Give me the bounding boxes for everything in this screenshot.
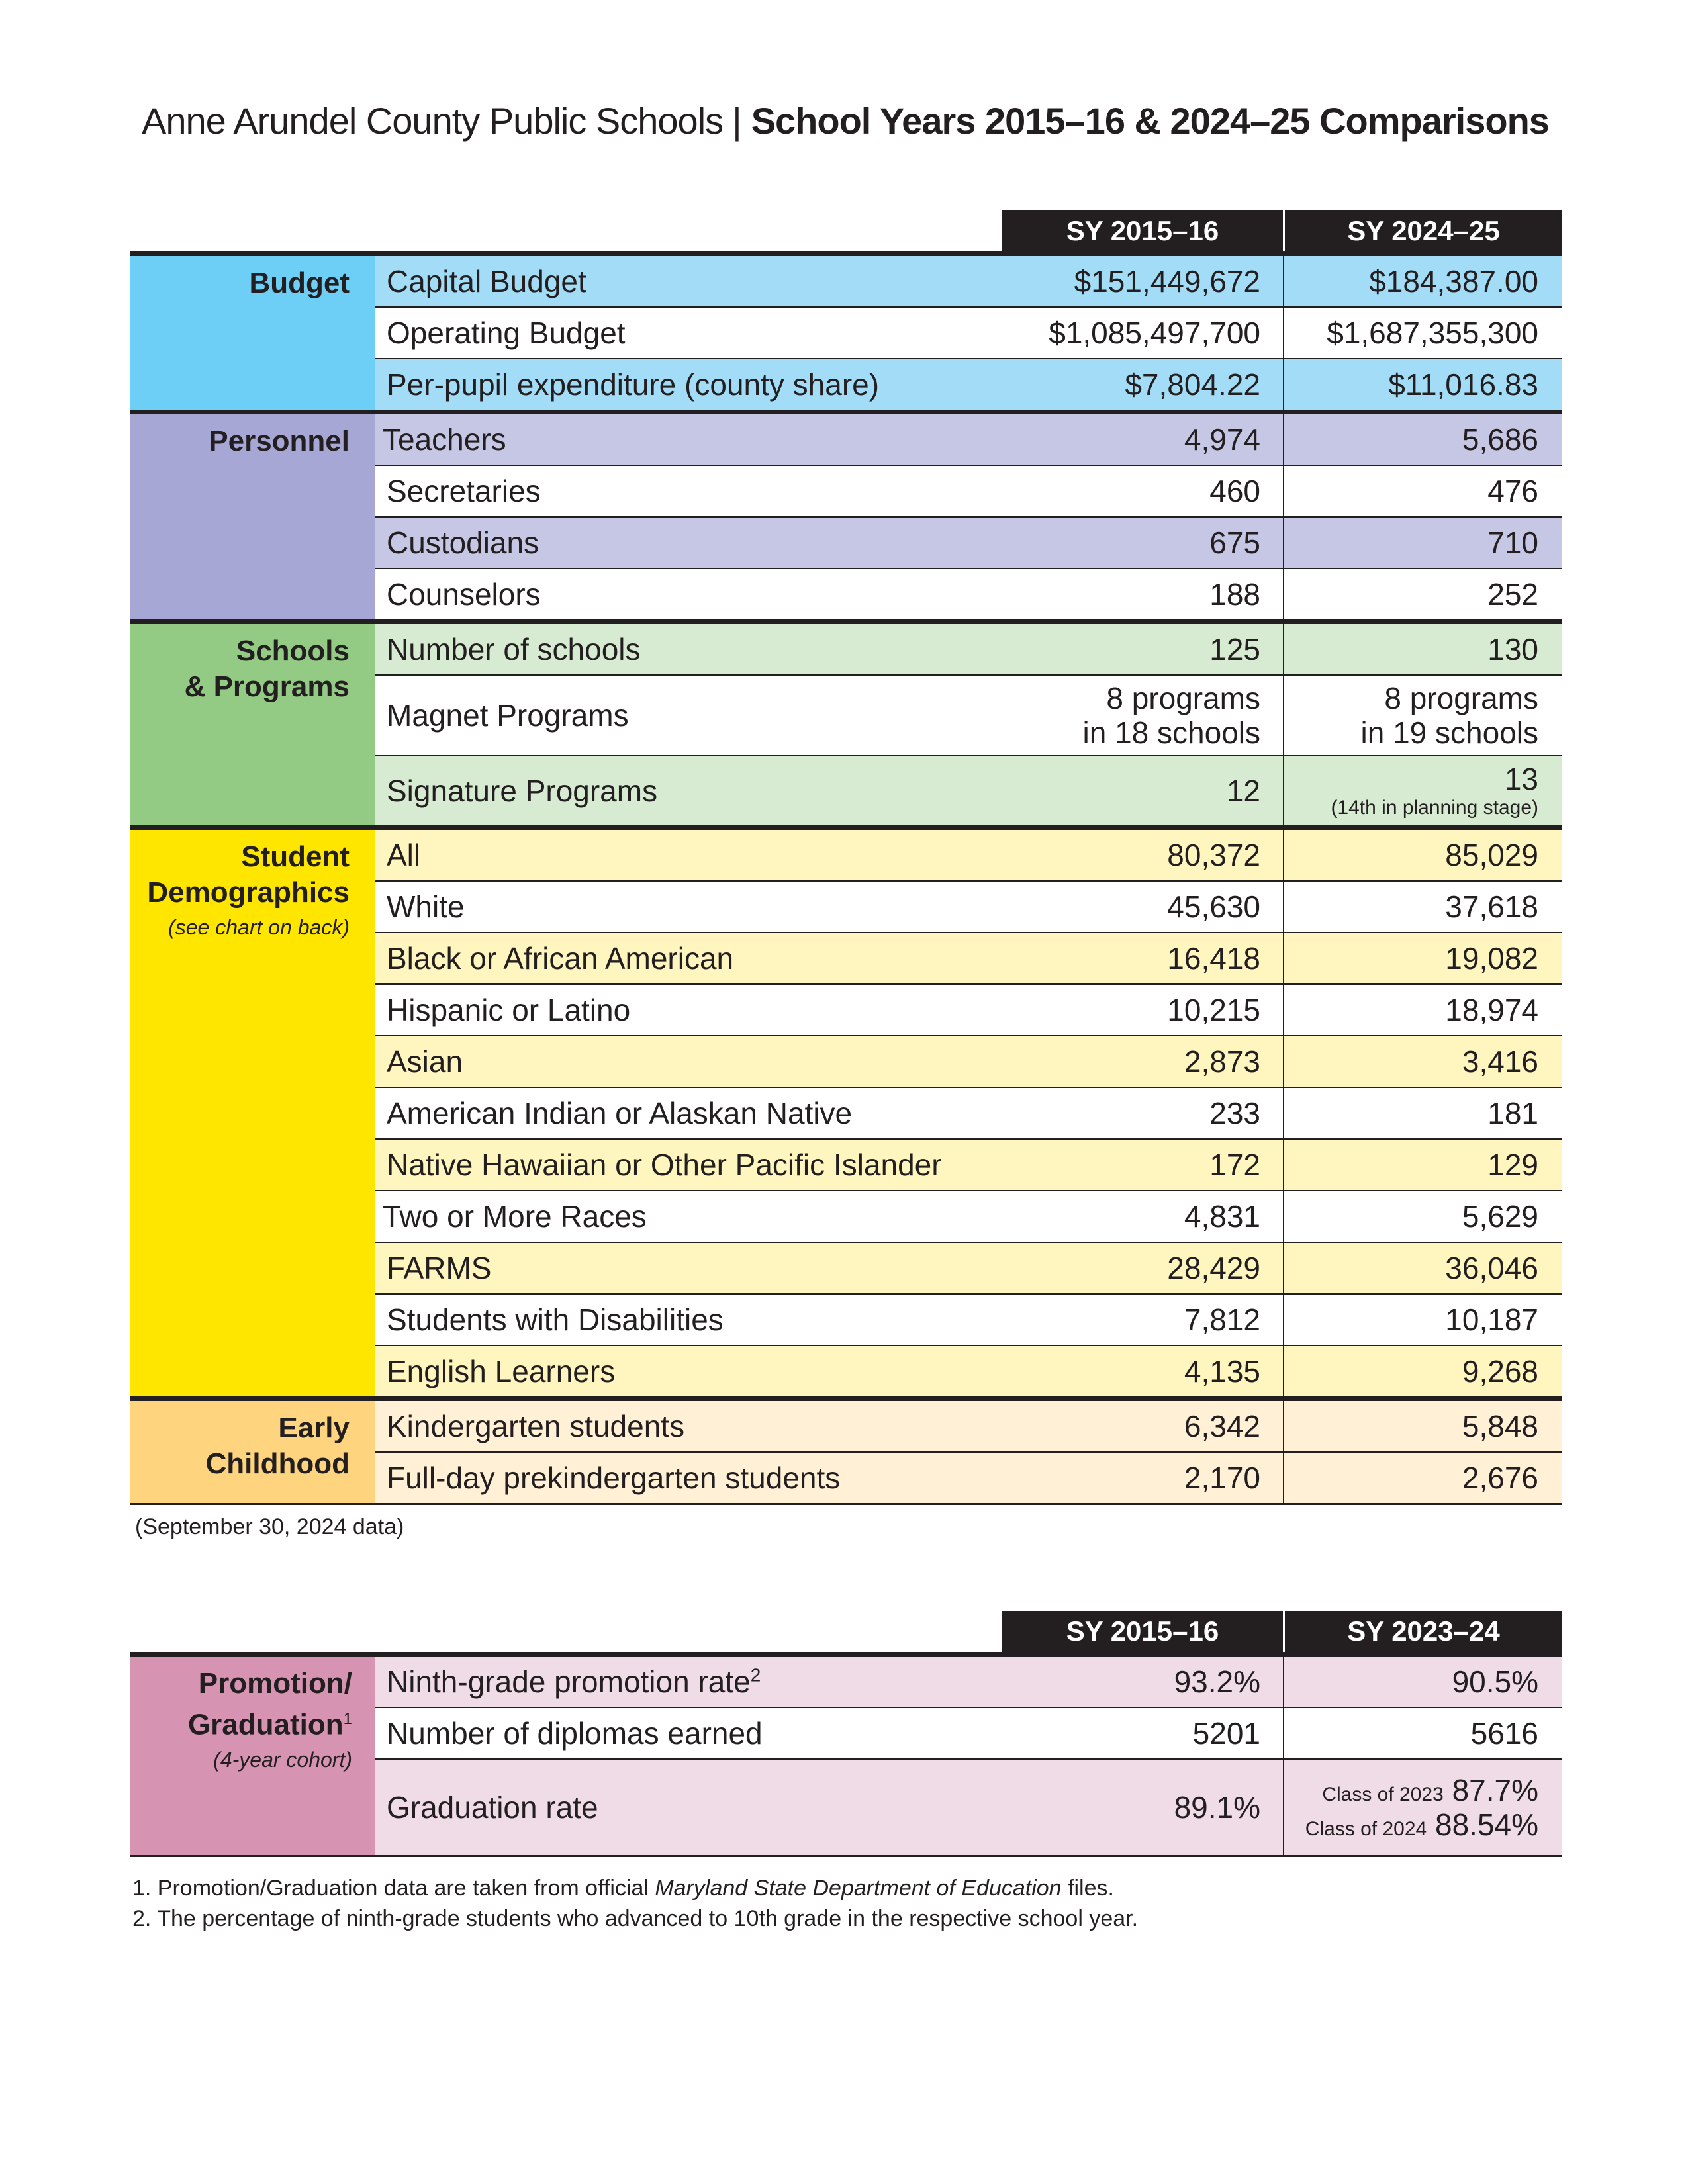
value-2015: 460 — [1209, 474, 1260, 508]
value-2024: $184,387.00 — [1283, 256, 1562, 306]
value-2024: $11,016.83 — [1283, 359, 1562, 410]
value-2024: 13 (14th in planning stage) — [1283, 756, 1562, 825]
category-personnel — [130, 414, 375, 619]
table-row — [375, 624, 1562, 676]
row-label: Students with Disabilities — [387, 1302, 724, 1337]
table-row — [375, 933, 1562, 985]
category-label: Demographics — [147, 876, 350, 909]
footnote-2: 2. The percentage of ninth-grade students who advanced to 10th grade in the respective school year. — [132, 1906, 1139, 1931]
header-rule — [130, 1652, 1562, 1657]
value-2024: 181 — [1283, 1088, 1562, 1138]
row-label: FARMS — [387, 1251, 492, 1285]
table-row — [375, 1401, 1562, 1453]
value-2015: $151,449,672 — [1074, 264, 1260, 298]
value-2024: 130 — [1283, 624, 1562, 674]
value-2015: 28,429 — [1167, 1251, 1260, 1285]
title-separator: | — [732, 100, 742, 142]
value-2024: 5,629 — [1283, 1191, 1562, 1242]
row-label: Kindergarten students — [387, 1409, 685, 1443]
category-label: Student — [241, 841, 350, 873]
table-row — [375, 256, 1562, 308]
column-header-sy2015: SY 2015–16 — [1002, 1611, 1283, 1652]
row-label: Number of diplomas earned — [387, 1716, 763, 1751]
value-2015: 7,812 — [1184, 1302, 1260, 1337]
value-2015: 45,630 — [1167, 889, 1260, 924]
row-label: Custodians — [387, 525, 539, 560]
table-row — [375, 518, 1562, 569]
table-row — [375, 985, 1562, 1036]
value-2015: 4,974 — [1184, 422, 1260, 457]
table-row — [375, 882, 1562, 933]
column-header-sy2024: SY 2024–25 — [1285, 210, 1562, 251]
category-label: Promotion/ — [198, 1667, 352, 1700]
value-2023: Class of 2023 87.7% Class of 2024 88.54% — [1283, 1760, 1562, 1855]
category-promotion-graduation — [130, 1657, 375, 1855]
value-2024: 8 programs in 19 schools — [1283, 676, 1562, 755]
category-schools-programs — [130, 624, 375, 825]
row-label: American Indian or Alaskan Native — [387, 1096, 853, 1130]
row-label: English Learners — [387, 1354, 616, 1388]
value-2024: 252 — [1283, 569, 1562, 619]
value-2015: 16,418 — [1167, 941, 1260, 976]
row-label: Signature Programs — [387, 774, 658, 808]
value-2015: 4,831 — [1184, 1199, 1260, 1234]
value-2015: 80,372 — [1167, 838, 1260, 872]
category-label: Early — [278, 1412, 350, 1444]
value-2015: 8 programs in 18 schools — [1082, 681, 1260, 750]
table-row — [375, 676, 1562, 756]
category-label: Personnel — [209, 425, 350, 457]
table-row — [375, 1036, 1562, 1088]
table-row — [375, 1708, 1562, 1760]
row-label: Operating Budget — [387, 316, 626, 350]
row-label: Hispanic or Latino — [387, 993, 631, 1027]
row-label: White — [387, 889, 465, 924]
value-2015: 233 — [1209, 1096, 1260, 1130]
category-label: & Programs — [184, 670, 350, 703]
row-label: Magnet Programs — [387, 698, 629, 733]
header-rule — [130, 251, 1562, 256]
value-2015: 89.1% — [1174, 1790, 1260, 1825]
value-2024: 19,082 — [1283, 933, 1562, 983]
value-2024: 3,416 — [1283, 1036, 1562, 1087]
value-2023: 5616 — [1283, 1708, 1562, 1758]
row-label: Native Hawaiian or Other Pacific Islander — [387, 1148, 942, 1182]
value-2024: 9,268 — [1283, 1346, 1562, 1396]
value-2015: 675 — [1209, 525, 1260, 560]
table-row — [375, 308, 1562, 359]
section-student-demographics — [130, 830, 1562, 1401]
column-header-sy2023: SY 2023–24 — [1285, 1611, 1562, 1652]
row-label: Two or More Races — [383, 1199, 647, 1234]
section-early-childhood — [130, 1401, 1562, 1505]
value-2024: 710 — [1283, 518, 1562, 568]
value-2015: $7,804.22 — [1125, 367, 1260, 402]
value-2015: 6,342 — [1184, 1409, 1260, 1443]
category-label: Graduation$^1$ — [187, 1708, 352, 1741]
table-header — [130, 210, 1562, 251]
row-label: Teachers — [383, 422, 506, 457]
value-2015: 125 — [1209, 632, 1260, 666]
value-2015: 172 — [1209, 1148, 1260, 1182]
section-budget — [130, 256, 1562, 414]
category-label: Budget — [249, 267, 350, 299]
table-row — [375, 1453, 1562, 1503]
chart-reference-note: (see chart on back) — [168, 915, 350, 939]
category-label: Childhood — [205, 1447, 350, 1480]
value-2015: 4,135 — [1184, 1354, 1260, 1388]
footnotes — [132, 1873, 1138, 1934]
value-2015: 188 — [1209, 577, 1260, 612]
cohort-note: (4-year cohort) — [213, 1747, 352, 1772]
title-subtitle: School Years 2015–16 & 2024–25 Comparisons — [751, 100, 1549, 142]
category-label: Schools — [236, 635, 350, 667]
column-header-sy2015: SY 2015–16 — [1002, 210, 1283, 251]
row-label: All — [387, 838, 421, 872]
table-row — [375, 1140, 1562, 1191]
table-row — [375, 830, 1562, 882]
value-2023: 90.5% — [1283, 1657, 1562, 1707]
district-name: Anne Arundel County Public Schools — [142, 100, 724, 142]
value-2024: $1,687,355,300 — [1283, 308, 1562, 358]
row-label: Black or African American — [387, 941, 734, 976]
row-label: Graduation rate — [387, 1790, 598, 1825]
section-personnel — [130, 414, 1562, 624]
value-2015: 12 — [1226, 774, 1260, 808]
value-2024: 10,187 — [1283, 1295, 1562, 1345]
table-row — [375, 414, 1562, 466]
value-2024: 5,848 — [1283, 1401, 1562, 1451]
table-row — [375, 1346, 1562, 1396]
value-2015: 5201 — [1192, 1716, 1260, 1751]
graduation-table — [130, 1611, 1562, 1857]
row-label: Full-day prekindergarten students — [387, 1461, 841, 1495]
value-2015: 10,215 — [1167, 993, 1260, 1027]
category-early-childhood — [130, 1401, 375, 1503]
value-2024: 5,686 — [1283, 414, 1562, 465]
footnote-1: 1. Promotion/Graduation data are taken from official Maryland State Department of Education files. — [132, 1876, 1114, 1901]
table-row — [375, 569, 1562, 619]
value-2015: 2,170 — [1184, 1461, 1260, 1495]
footnote-marker: 1 — [343, 1710, 352, 1728]
table-row — [375, 1760, 1562, 1855]
row-label: Capital Budget — [387, 264, 586, 298]
section-schools-programs — [130, 624, 1562, 830]
category-student-demographics — [130, 830, 375, 1396]
value-2024: 476 — [1283, 466, 1562, 516]
value-2024: 129 — [1283, 1140, 1562, 1190]
page-title — [142, 99, 1549, 142]
value-2015: $1,085,497,700 — [1049, 316, 1260, 350]
footnote-marker: 2 — [750, 1664, 761, 1686]
value-2024: 37,618 — [1283, 882, 1562, 932]
value-2024: 2,676 — [1283, 1453, 1562, 1503]
table-header — [130, 1611, 1562, 1652]
table-row — [375, 466, 1562, 518]
value-2024: 36,046 — [1283, 1243, 1562, 1293]
value-2024: 18,974 — [1283, 985, 1562, 1035]
row-label: Counselors — [387, 577, 541, 612]
row-label: Per-pupil expenditure (county share) — [387, 367, 880, 402]
table-row — [375, 359, 1562, 410]
row-label: Number of schools — [387, 632, 641, 666]
row-label: Asian — [387, 1044, 463, 1079]
table-row — [375, 1657, 1562, 1708]
row-label: Ninth-grade promotion rate$^2$ — [387, 1664, 761, 1699]
comparison-table — [130, 210, 1562, 1505]
category-budget — [130, 256, 375, 410]
value-2024: 85,029 — [1283, 830, 1562, 880]
table-row — [375, 1191, 1562, 1243]
table-row — [375, 1088, 1562, 1140]
table-row — [375, 756, 1562, 825]
section-promotion-graduation — [130, 1657, 1562, 1857]
value-2015: 2,873 — [1184, 1044, 1260, 1079]
data-date-note: (September 30, 2024 data) — [135, 1514, 404, 1539]
value-2015: 93.2% — [1174, 1664, 1260, 1699]
table-row — [375, 1243, 1562, 1295]
table-row — [375, 1295, 1562, 1346]
planning-note: (14th in planning stage) — [1331, 797, 1538, 819]
row-label: Secretaries — [387, 474, 541, 508]
